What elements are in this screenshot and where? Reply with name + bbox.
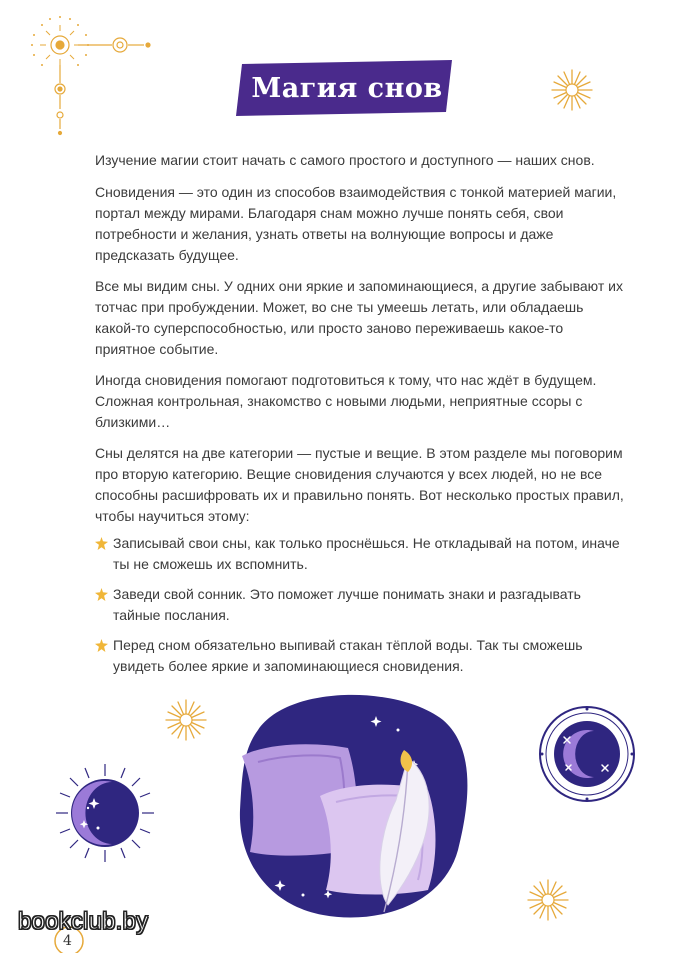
watermark: bookclub.by [18, 908, 149, 935]
page-number: 4 [63, 933, 72, 949]
crescent-moon-icon [538, 705, 636, 803]
page-title: Магия снов [251, 72, 443, 104]
sparkle-icon [548, 66, 596, 114]
article-body [95, 150, 625, 686]
paragraph: Иногда сновидения помогают подготовиться к тому, что нас ждёт в будущем. Сложная контрольная, знакомство с новыми людьми, неприятные ссоры с близкими… [95, 372, 597, 430]
title-banner [236, 60, 458, 116]
list-item [95, 635, 625, 677]
star-bullet-icon [95, 537, 108, 550]
tip-text: Заведи свой сонник. Это поможет лучше понимать знаки и разгадывать тайные послания. [113, 586, 581, 623]
paragraph: Все мы видим сны. У одних они яркие и запоминающиеся, а другие забывают их тотчас при пробуждении. Может, во сне ты умеешь летать, или обладаешь какой-то суперспособностью, или просто заново переживаешь какое-то приятное событие. [95, 278, 623, 357]
sparkle-icon [524, 876, 572, 924]
paragraph: Сны делятся на две категории — пустые и вещие. В этом разделе мы поговорим про вторую категорию. Вещие сновидения случаются у всех людей, но не все способны расшифровать их и правильно понять. Вот несколько простых правил, чтобы научиться этому: [95, 445, 624, 524]
pillow-illustration [228, 690, 478, 930]
star-bullet-icon [95, 588, 108, 601]
sparkle-icon [162, 696, 210, 744]
star-bullet-icon [95, 639, 108, 652]
list-item [95, 533, 625, 575]
list-item [95, 584, 625, 626]
sun-ornament-icon [20, 5, 160, 145]
tips-list [95, 533, 625, 677]
tip-text: Записывай свои сны, как только проснёшься. Не откладывай на потом, иначе ты не сможешь их вспомнить. [113, 535, 620, 572]
tip-text: Перед сном обязательно выпивай стакан тёплой воды. Так ты сможешь увидеть более яркие и запоминающиеся сновидения. [113, 637, 583, 674]
paragraph: Изучение магии стоит начать с самого простого и доступного — наших снов. [95, 152, 595, 168]
paragraph: Сновидения — это один из способов взаимодействия с тонкой материей магии, портал между мирами. Благодаря снам можно лучше понять себя, свои потребности и желания, узнать ответы на волнующие вопросы и даже предсказать будущее. [95, 184, 617, 263]
crescent-moon-icon [54, 762, 156, 864]
